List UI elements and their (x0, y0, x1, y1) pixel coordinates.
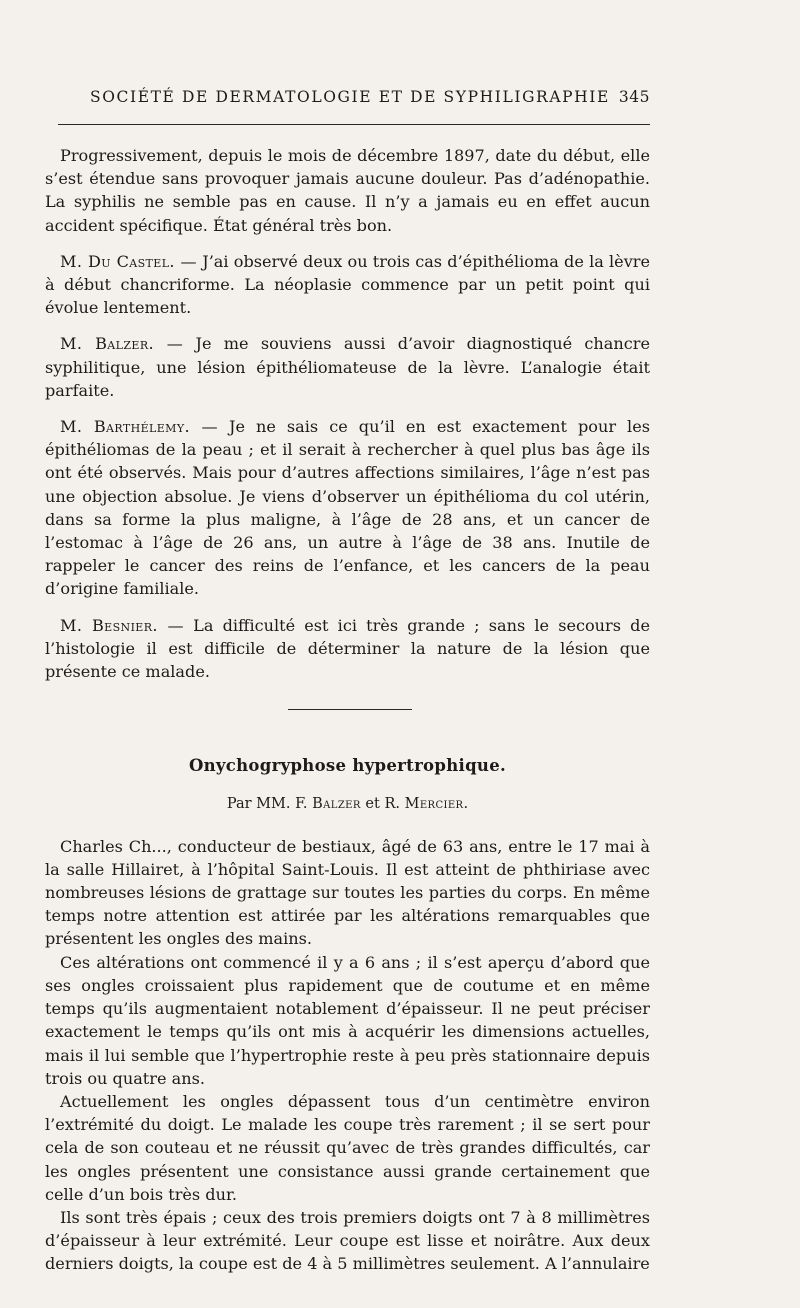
authors-prefix: Par MM. F. (226, 796, 313, 813)
article-paragraph: Ces altérations ont commencé il y a 6 ans ; il s’est aperçu d’abord que ses ongles croissaient plus rapidement que de coutume et en même temps qu’ils augmentaient notablement d’épaisseur. Il ne peut préciser exactement le temps qu’ils ont mis à acquérir les dimensions actuelles, mais il lui semble que l’hypertrophie reste à peu près stationnaire depuis trois ou quatre ans. (45, 952, 650, 1088)
speaker-text: J’ai observé deux ou trois cas d’épithélioma de la lèvre à début chancriforme. La néoplasie commence par un petit point qui évolue lentement. (45, 251, 650, 318)
discussion-balzer (45, 332, 650, 402)
speaker-name: M. Besnier. — (60, 615, 184, 635)
speaker-text: Je ne sais ce qu’il en est exactement pour les épithéliomas de la peau ; et il serait à rechercher à quel plus bas âge ils ont été observés. Mais pour d’autres affections similaires, l’âge n’est pas une objection absolue. Je viens d’observer un épithélioma du col utérin, dans sa forme la plus maligne, à l’âge de 28 ans, et un cancer de l’estomac à l’âge de 26 ans, un autre à l’âge de 38 ans. Inutile de rappeler le cancer des reins de l’enfance, et les cancers de la peau d’origine familiale. (45, 417, 650, 599)
discussion-barthelemy (45, 415, 650, 601)
running-title: SOCIÉTÉ DE DERMATOLOGIE ET DE SYPHILIGRAPHIE (90, 88, 610, 106)
discussion-du-castel (45, 250, 650, 320)
authors-mid: et R. (360, 796, 405, 813)
page-number: 345 (618, 88, 650, 106)
article-title: Onychogryphose hypertrophique. (188, 756, 507, 776)
speaker-name: M. Barthélemy. — (60, 417, 218, 437)
speaker-name: M. Balzer. — (60, 334, 184, 354)
article-paragraph: Charles Ch..., conducteur de bestiaux, âgé de 63 ans, entre le 17 mai à la salle Hillairet, à l’hôpital Saint-Louis. Il est atteint de phthiriase avec nombreuses lésions de grattage sur toutes les parties du corps. En même temps notre attention est attirée par les altérations remarquables que présentent les ongles des mains. (45, 836, 650, 949)
header-rule (58, 124, 650, 125)
speaker-name: M. Du Castel. — (60, 251, 198, 271)
section-separator (288, 709, 412, 710)
author-balzer: Balzer (312, 796, 361, 813)
article-authors (45, 793, 650, 816)
article-paragraph: Ils sont très épais ; ceux des trois premiers doigts ont 7 à 8 millimètres d’épaisseur à leur extrémité. Leur coupe est lisse et noirâtre. Aux deux derniers doigts, la coupe est de 4 à 5 millimètres seulement. A l’annulaire (45, 1207, 650, 1274)
case-paragraph: Progressivement, depuis le mois de décembre 1897, date du début, elle s’est étendue sans provoquer jamais aucune douleur. Pas d’adénopathie. La syphilis ne semble pas en cause. Il n’y a jamais eu en effet aucun accident spécifique. État général très bon. (45, 146, 650, 235)
speaker-text: Je me souviens aussi d’avoir diagnostiqué chancre syphilitique, une lésion épithéliomateuse de la lèvre. L’analogie était parfaite. (45, 334, 650, 400)
author-mercier: Mercier (404, 796, 464, 813)
discussion-besnier (45, 614, 650, 684)
page-body (45, 144, 650, 1276)
speaker-text: La difficulté est ici très grande ; sans le secours de l’histologie il est difficile de déterminer la nature de la lésion que présente ce malade. (45, 615, 650, 682)
article-paragraph: Actuellement les ongles dépassent tous d’un centimètre environ l’extrémité du doigt. Le malade les coupe très rarement ; il se sert pour cela de son couteau et ne réussit qu’avec de très grandes difficultés, car les ongles présentent une consistance aussi grande certainement que celle d’un bois très dur. (45, 1091, 650, 1204)
authors-suffix: . (463, 796, 469, 813)
